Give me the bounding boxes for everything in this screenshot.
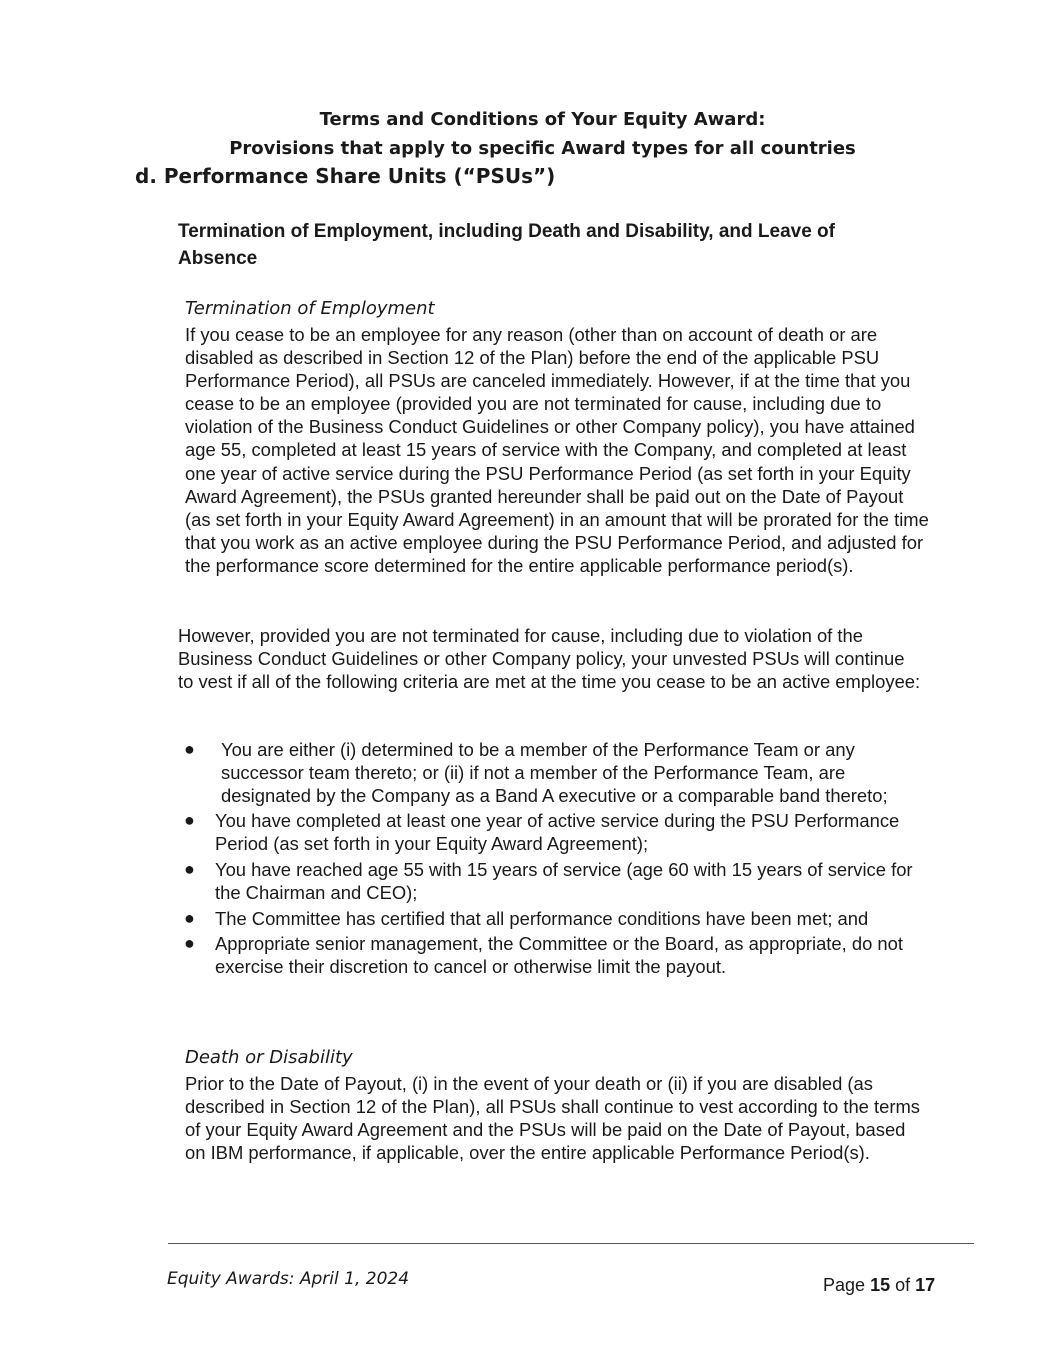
death-disability-heading: Death or Disability <box>185 1047 353 1068</box>
section-title: d. Performance Share Units (“PSUs”) <box>135 164 556 188</box>
header-title-line1: Terms and Conditions of Your Equity Award: <box>319 109 766 130</box>
vesting-criteria-list <box>178 738 918 981</box>
list-item <box>178 907 918 930</box>
criteria-text: The Committee has certified that all performance conditions have been met; and <box>215 907 869 929</box>
continuation-paragraph: However, provided you are not terminated for cause, including due to violation of the Business Conduct Guidelines or other Company policy, your unvested PSUs will continue to vest if all of the following criteria are met at the time you cease to be an active employee: <box>178 625 921 693</box>
list-item <box>178 858 918 904</box>
criteria-text: You have completed at least one year of active service during the PSU Performance Period (as set forth in your Equity Award Agreement); <box>215 810 900 855</box>
footer-divider <box>168 1243 974 1244</box>
bullet-icon: ● <box>184 810 195 831</box>
bullet-icon: ● <box>184 933 195 954</box>
bullet-icon: ● <box>184 858 195 879</box>
termination-paragraph: If you cease to be an employee for any reason (other than on account of death or are disabled as described in Section 12 of the Plan) before the end of the applicable PSU Performance Period), all PSUs are canceled immediately. However, if at the time that you cease to be an employee (provided you are not terminated for cause, including due to violation of the Business Conduct Guidelines or other Company policy), you have attained age 55, completed at least 15 years of service with the Company, and completed at least one year of active service during the PSU Performance Period (as set forth in your Equity Award Agreement), the PSUs granted hereunder shall be paid out on the Date of Payout (as set forth in your Equity Award Agreement) in an amount that will be prorated for the time that you work as an active employee during the PSU Performance Period, and adjusted for the performance score determined for the entire applicable performance period(s). <box>185 324 929 576</box>
page-total: 17 <box>915 1275 936 1295</box>
page-word: Page <box>823 1275 866 1295</box>
criteria-text: You are either (i) determined to be a member of the Performance Team or any successor team thereto; or (ii) if not a member of the Performance Team, are designated by the Company as a Band A executive or a comparable band thereto; <box>221 739 888 807</box>
header-title-line2: Provisions that apply to specific Award types for all countries <box>229 138 856 159</box>
termination-heading: Termination of Employment <box>185 298 435 319</box>
list-item <box>178 809 918 855</box>
bullet-icon: ● <box>184 739 195 759</box>
list-item <box>178 738 918 807</box>
death-disability-paragraph: Prior to the Date of Payout, (i) in the event of your death or (ii) if you are disabled (as described in Section 12 of the Plan), all PSUs shall continue to vest according to the terms of your Equity Award Agreement and the PSUs will be paid on the Date of Payout, based on IBM performance, if applicable, over the entire applicable Performance Period(s). <box>185 1073 920 1164</box>
list-item <box>178 932 918 978</box>
of-word: of <box>895 1275 911 1295</box>
page-current: 15 <box>870 1275 891 1295</box>
footer-date: Equity Awards: April 1, 2024 <box>167 1269 410 1289</box>
document-header <box>0 105 1055 163</box>
criteria-text: Appropriate senior management, the Committee or the Board, as appropriate, do not exercise their discretion to cancel or otherwise limit the payout. <box>215 933 903 978</box>
subsection-title: Termination of Employment, including Death and Disability, and Leave of Absence <box>178 221 835 269</box>
criteria-text: You have reached age 55 with 15 years of service (age 60 with 15 years of service for the Chairman and CEO); <box>215 858 913 904</box>
page-number <box>823 1274 935 1296</box>
bullet-icon: ● <box>184 907 195 928</box>
